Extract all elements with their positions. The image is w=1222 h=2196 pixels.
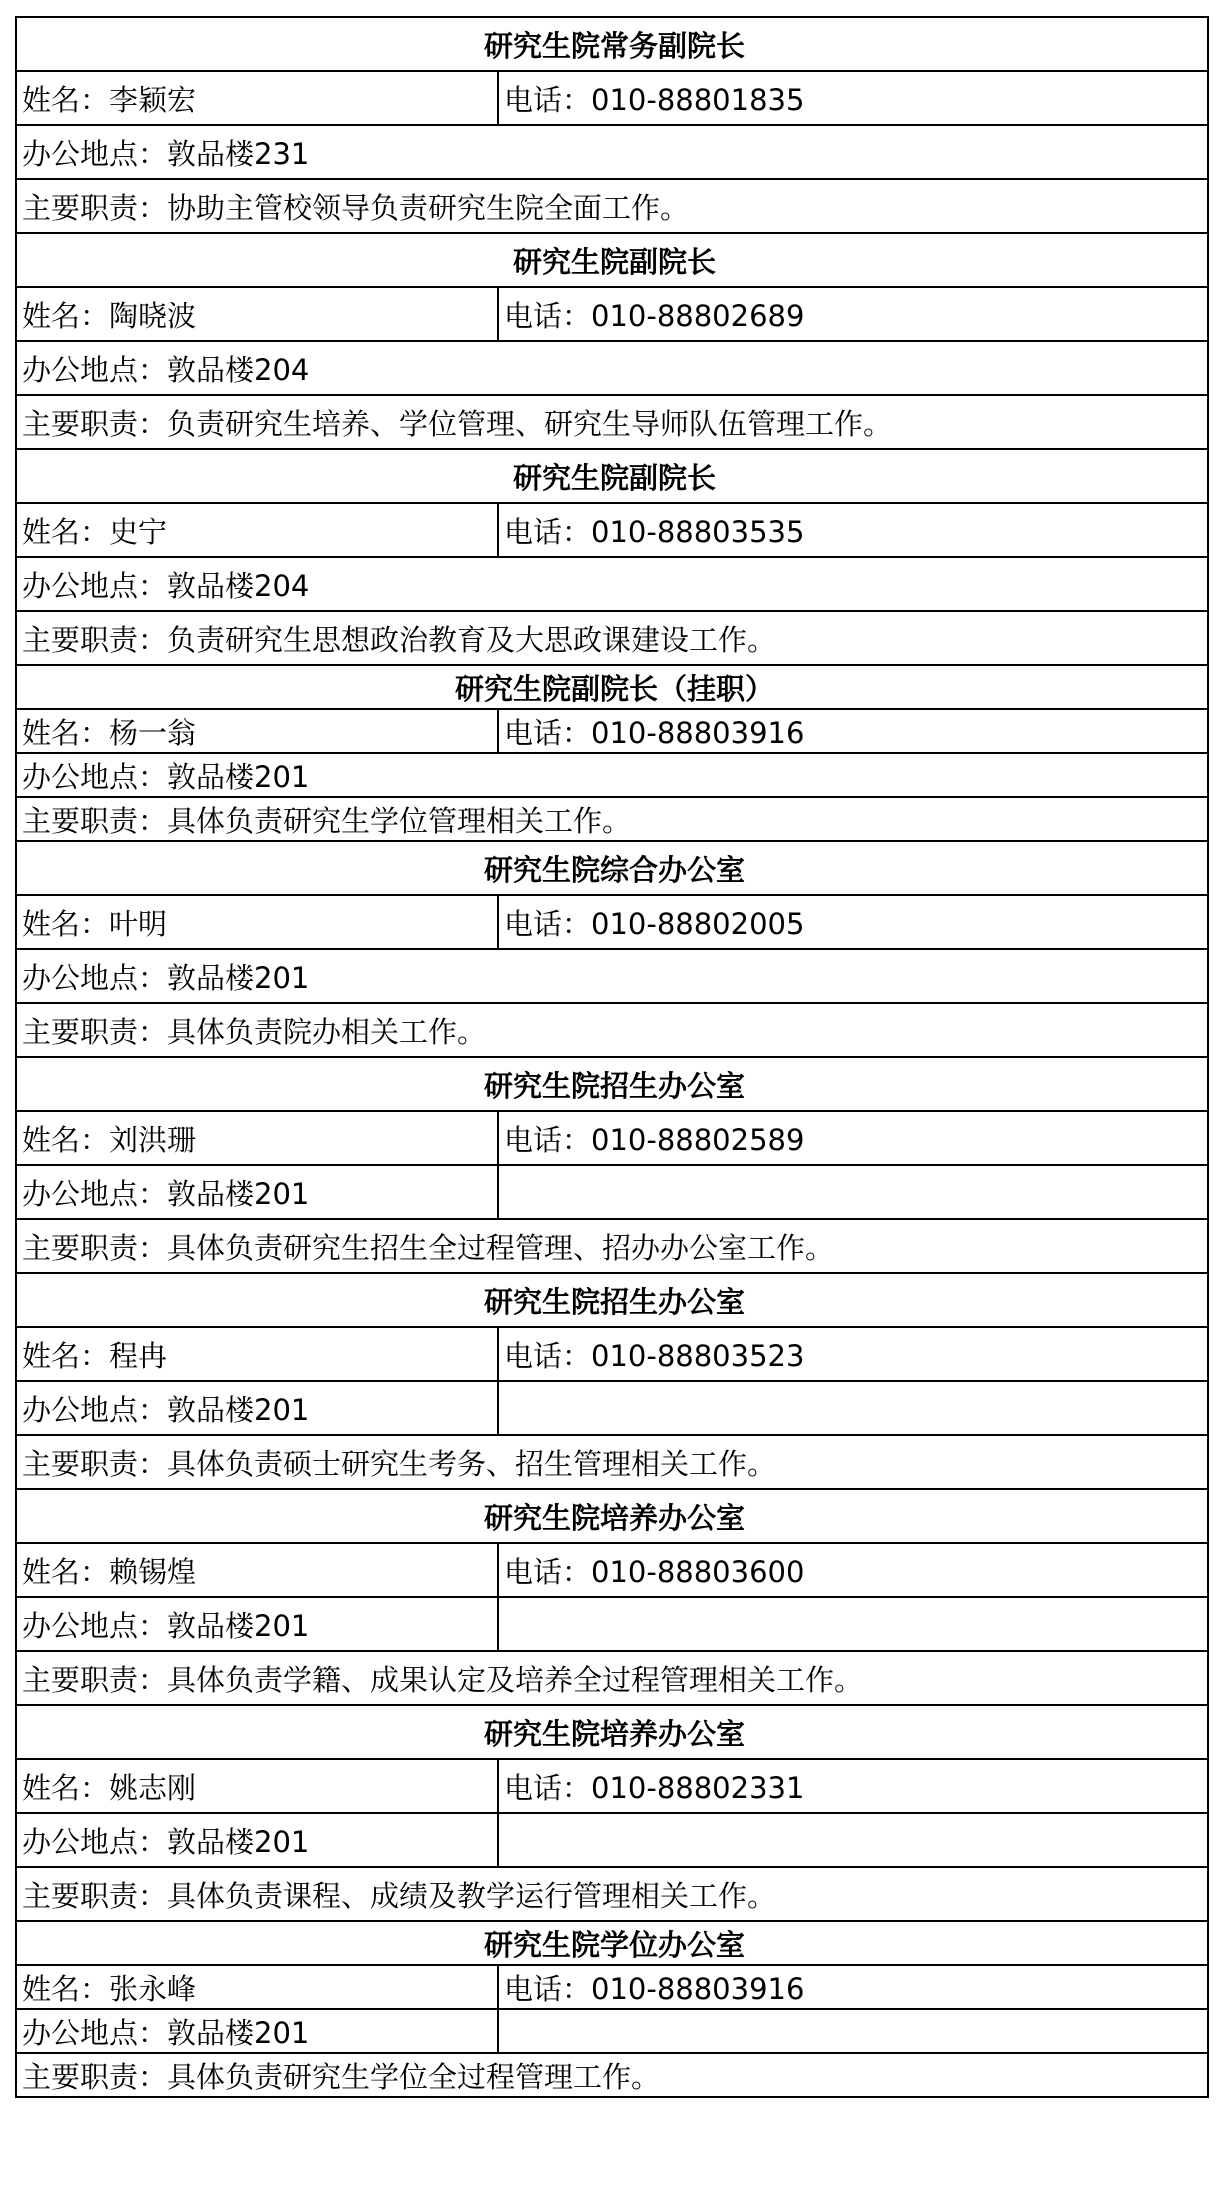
empty-cell <box>498 2009 1208 2053</box>
field-value: 敦品楼201 <box>167 1824 310 1859</box>
field-label: 办公地点： <box>22 1608 168 1643</box>
field-label: 姓名： <box>22 1554 110 1589</box>
field-value: 负责研究生思想政治教育及大思政课建设工作。 <box>167 622 777 657</box>
field-value: 具体负责研究生学位管理相关工作。 <box>167 803 632 838</box>
contact-row <box>16 1543 1208 1597</box>
phone-cell <box>498 71 1208 125</box>
field-value: 敦品楼204 <box>167 352 310 387</box>
section-header-row <box>16 1057 1208 1111</box>
duty-cell <box>16 179 1208 233</box>
office-row <box>16 753 1208 797</box>
field-value: 敦品楼201 <box>167 2015 310 2050</box>
staff-directory <box>15 16 1207 2098</box>
section-title <box>16 1921 1208 1965</box>
name-cell <box>16 709 498 753</box>
field-label: 办公地点： <box>22 568 168 603</box>
field-label: 主要职责： <box>22 406 168 441</box>
field-label: 办公地点： <box>22 759 168 794</box>
field-label: 办公地点： <box>22 960 168 995</box>
duty-row <box>16 1867 1208 1921</box>
field-label: 办公地点： <box>22 136 168 171</box>
office-cell <box>16 1813 498 1867</box>
contact-row <box>16 287 1208 341</box>
field-value: 具体负责研究生招生全过程管理、招办办公室工作。 <box>167 1230 835 1265</box>
contact-row <box>16 1111 1208 1165</box>
contact-row <box>16 1759 1208 1813</box>
section-title-text: 研究生院学位办公室 <box>484 1927 746 1962</box>
field-value: 史宁 <box>109 514 168 549</box>
field-label: 姓名： <box>22 1770 110 1805</box>
section-title <box>16 665 1208 709</box>
contact-row <box>16 709 1208 753</box>
office-row <box>16 1165 1208 1219</box>
field-value: 敦品楼201 <box>167 1392 310 1427</box>
section-header-row <box>16 233 1208 287</box>
field-value: 负责研究生培养、学位管理、研究生导师队伍管理工作。 <box>167 406 893 441</box>
name-cell <box>16 1111 498 1165</box>
field-value: 陶晓波 <box>109 298 197 333</box>
office-row <box>16 557 1208 611</box>
duty-cell <box>16 611 1208 665</box>
office-row <box>16 341 1208 395</box>
section-title <box>16 449 1208 503</box>
field-value: 杨一翁 <box>109 715 197 750</box>
field-label: 办公地点： <box>22 1824 168 1859</box>
empty-cell <box>498 1813 1208 1867</box>
field-label: 电话： <box>504 1338 592 1373</box>
field-label: 电话： <box>504 906 592 941</box>
field-value: 协助主管校领导负责研究生院全面工作。 <box>167 190 690 225</box>
section-title-text: 研究生院招生办公室 <box>484 1284 746 1319</box>
office-row <box>16 1381 1208 1435</box>
section-header-row <box>16 449 1208 503</box>
section-title-text: 研究生院综合办公室 <box>484 852 746 887</box>
field-value: 010-88802589 <box>591 1122 805 1157</box>
name-cell <box>16 895 498 949</box>
name-cell <box>16 503 498 557</box>
field-value: 姚志刚 <box>109 1770 197 1805</box>
name-cell <box>16 71 498 125</box>
field-label: 主要职责： <box>22 1662 168 1697</box>
field-label: 办公地点： <box>22 1176 168 1211</box>
field-label: 电话： <box>504 715 592 750</box>
duty-row <box>16 1003 1208 1057</box>
field-label: 主要职责： <box>22 1878 168 1913</box>
field-label: 电话： <box>504 1554 592 1589</box>
office-cell <box>16 753 1208 797</box>
field-value: 010-88802331 <box>591 1770 805 1805</box>
duty-row <box>16 1435 1208 1489</box>
phone-cell <box>498 1543 1208 1597</box>
field-label: 主要职责： <box>22 1014 168 1049</box>
field-label: 主要职责： <box>22 1446 168 1481</box>
name-cell <box>16 287 498 341</box>
field-label: 姓名： <box>22 298 110 333</box>
field-label: 主要职责： <box>22 2059 168 2094</box>
field-label: 姓名： <box>22 1338 110 1373</box>
field-label: 主要职责： <box>22 622 168 657</box>
empty-cell <box>498 1165 1208 1219</box>
office-row <box>16 1597 1208 1651</box>
section-title <box>16 841 1208 895</box>
duty-row <box>16 2053 1208 2097</box>
office-cell <box>16 1597 498 1651</box>
phone-cell <box>498 1759 1208 1813</box>
field-value: 010-88803916 <box>591 1971 805 2006</box>
staff-table-body <box>16 17 1208 2097</box>
name-cell <box>16 1759 498 1813</box>
section-header-row <box>16 1705 1208 1759</box>
field-label: 姓名： <box>22 906 110 941</box>
field-value: 010-88803600 <box>591 1554 805 1589</box>
section-title-text: 研究生院培养办公室 <box>484 1716 746 1751</box>
contact-row <box>16 503 1208 557</box>
empty-cell <box>498 1597 1208 1651</box>
office-cell <box>16 125 1208 179</box>
section-title-text: 研究生院常务副院长 <box>484 28 746 63</box>
office-cell <box>16 2009 498 2053</box>
section-title <box>16 17 1208 71</box>
field-value: 具体负责研究生学位全过程管理工作。 <box>167 2059 661 2094</box>
duty-cell <box>16 1867 1208 1921</box>
phone-cell <box>498 287 1208 341</box>
field-value: 程冉 <box>109 1338 168 1373</box>
section-title <box>16 1273 1208 1327</box>
field-label: 办公地点： <box>22 352 168 387</box>
field-value: 敦品楼201 <box>167 759 310 794</box>
field-value: 具体负责院办相关工作。 <box>167 1014 487 1049</box>
office-cell <box>16 949 1208 1003</box>
field-value: 010-88803916 <box>591 715 805 750</box>
contact-row <box>16 71 1208 125</box>
office-row <box>16 125 1208 179</box>
name-cell <box>16 1965 498 2009</box>
phone-cell <box>498 895 1208 949</box>
field-value: 具体负责硕士研究生考务、招生管理相关工作。 <box>167 1446 777 1481</box>
field-label: 电话： <box>504 1971 592 2006</box>
phone-cell <box>498 1965 1208 2009</box>
field-label: 主要职责： <box>22 803 168 838</box>
duty-cell <box>16 1003 1208 1057</box>
field-value: 赖锡煌 <box>109 1554 197 1589</box>
duty-row <box>16 395 1208 449</box>
section-header-row <box>16 665 1208 709</box>
office-cell <box>16 1165 498 1219</box>
field-value: 敦品楼201 <box>167 1176 310 1211</box>
field-label: 姓名： <box>22 82 110 117</box>
office-cell <box>16 557 1208 611</box>
field-value: 敦品楼201 <box>167 1608 310 1643</box>
field-value: 010-88802005 <box>591 906 805 941</box>
name-cell <box>16 1327 498 1381</box>
field-value: 敦品楼201 <box>167 960 310 995</box>
field-value: 张永峰 <box>109 1971 197 2006</box>
section-header-row <box>16 17 1208 71</box>
section-title <box>16 1057 1208 1111</box>
duty-row <box>16 797 1208 841</box>
section-title <box>16 1489 1208 1543</box>
office-row <box>16 1813 1208 1867</box>
contact-row <box>16 1965 1208 2009</box>
field-value: 敦品楼204 <box>167 568 310 603</box>
duty-row <box>16 611 1208 665</box>
name-cell <box>16 1543 498 1597</box>
duty-cell <box>16 797 1208 841</box>
field-label: 主要职责： <box>22 190 168 225</box>
field-label: 电话： <box>504 82 592 117</box>
duty-row <box>16 1651 1208 1705</box>
field-value: 叶明 <box>109 906 168 941</box>
field-label: 电话： <box>504 298 592 333</box>
field-value: 010-88801835 <box>591 82 805 117</box>
office-row <box>16 2009 1208 2053</box>
duty-cell <box>16 1651 1208 1705</box>
field-label: 办公地点： <box>22 1392 168 1427</box>
section-title <box>16 233 1208 287</box>
field-value: 010-88803535 <box>591 514 805 549</box>
field-label: 主要职责： <box>22 1230 168 1265</box>
duty-row <box>16 179 1208 233</box>
section-header-row <box>16 1489 1208 1543</box>
office-cell <box>16 341 1208 395</box>
office-row <box>16 949 1208 1003</box>
phone-cell <box>498 1111 1208 1165</box>
duty-cell <box>16 1435 1208 1489</box>
duty-cell <box>16 395 1208 449</box>
empty-cell <box>498 1381 1208 1435</box>
section-header-row <box>16 841 1208 895</box>
section-header-row <box>16 1921 1208 1965</box>
section-title-text: 研究生院副院长（挂职） <box>455 671 775 706</box>
duty-cell <box>16 2053 1208 2097</box>
duty-cell <box>16 1219 1208 1273</box>
field-label: 电话： <box>504 514 592 549</box>
staff-table <box>15 16 1209 2098</box>
field-label: 姓名： <box>22 715 110 750</box>
section-title-text: 研究生院培养办公室 <box>484 1500 746 1535</box>
office-cell <box>16 1381 498 1435</box>
field-value: 敦品楼231 <box>167 136 310 171</box>
field-label: 姓名： <box>22 1122 110 1157</box>
section-title-text: 研究生院招生办公室 <box>484 1068 746 1103</box>
field-label: 电话： <box>504 1122 592 1157</box>
contact-row <box>16 895 1208 949</box>
section-header-row <box>16 1273 1208 1327</box>
section-title <box>16 1705 1208 1759</box>
field-value: 具体负责课程、成绩及教学运行管理相关工作。 <box>167 1878 777 1913</box>
contact-row <box>16 1327 1208 1381</box>
phone-cell <box>498 1327 1208 1381</box>
section-title-text: 研究生院副院长 <box>513 460 717 495</box>
field-value: 010-88802689 <box>591 298 805 333</box>
field-value: 刘洪珊 <box>109 1122 197 1157</box>
field-value: 李颖宏 <box>109 82 197 117</box>
field-label: 姓名： <box>22 1971 110 2006</box>
phone-cell <box>498 709 1208 753</box>
field-label: 姓名： <box>22 514 110 549</box>
duty-row <box>16 1219 1208 1273</box>
phone-cell <box>498 503 1208 557</box>
field-label: 办公地点： <box>22 2015 168 2050</box>
field-value: 具体负责学籍、成果认定及培养全过程管理相关工作。 <box>167 1662 864 1697</box>
section-title-text: 研究生院副院长 <box>513 244 717 279</box>
field-value: 010-88803523 <box>591 1338 805 1373</box>
field-label: 电话： <box>504 1770 592 1805</box>
